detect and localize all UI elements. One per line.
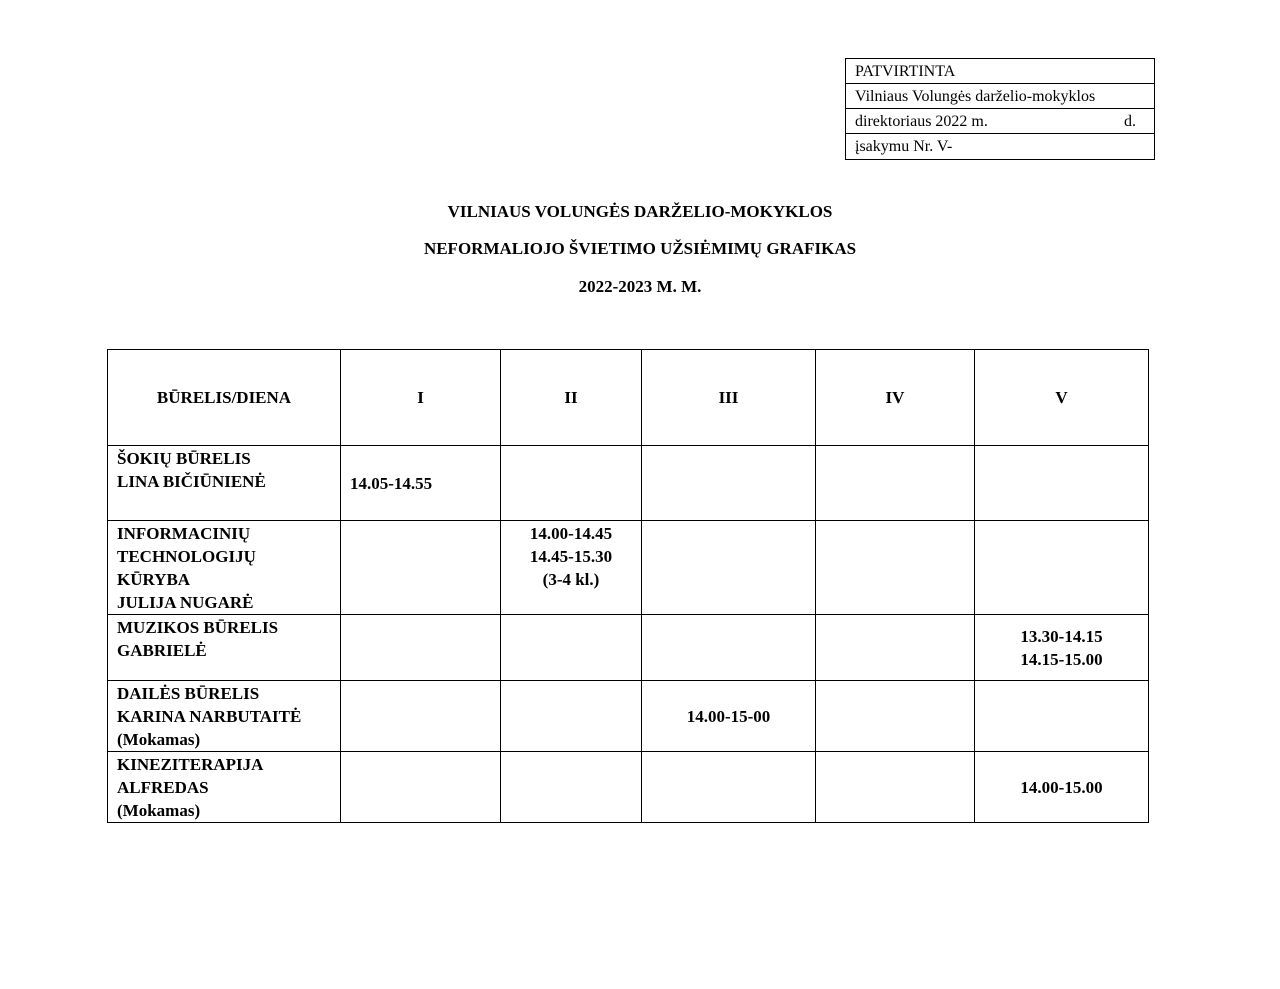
teacher-name-line: KARINA NARBUTAITĖ [117, 707, 302, 726]
activity-name-line: DAILĖS BŪRELIS [117, 684, 260, 703]
header-row [108, 350, 1149, 446]
time-slot: 13.30-14.15 [1020, 626, 1103, 646]
activity-name-cell [108, 521, 341, 615]
schedule-cell-day-5 [975, 681, 1149, 752]
time-slot: 14.00-15.00 [1020, 777, 1103, 797]
schedule-cell-day-5 [975, 521, 1149, 615]
teacher-name-line: JULIJA NUGARĖ [117, 593, 254, 612]
schedule-cell-day-3 [642, 752, 816, 823]
teacher-name-line: LINA BIČIŪNIENĖ [117, 472, 266, 491]
activity-name-line: KINEZITERAPIJA [117, 755, 264, 774]
table-row [108, 446, 1149, 521]
time-slot: 14.45-15.30 [529, 547, 613, 566]
school-year: 2022-2023 M. M. [578, 277, 702, 296]
header-activity-day: BŪRELIS/DIENA [108, 350, 341, 446]
table-row [108, 752, 1149, 823]
schedule-cell-day-1 [341, 521, 501, 615]
schedule-cell-day-2 [501, 752, 642, 823]
time-slot: 14.00-15-00 [686, 706, 771, 726]
teacher-name-line: GABRIELĖ [117, 641, 207, 660]
table-row [108, 615, 1149, 681]
schedule-cell-day-5 [975, 615, 1149, 681]
schedule-cell-day-5 [975, 446, 1149, 521]
approval-text: direktoriaus 2022 m. [855, 113, 988, 130]
approval-text: PATVIRTINTA [855, 63, 956, 80]
table-row [108, 521, 1149, 615]
schedule-cell-day-2 [501, 521, 642, 615]
approval-day-suffix: d. [1124, 113, 1136, 130]
paid-note: (Mokamas) [117, 730, 201, 749]
activity-name-cell [108, 752, 341, 823]
approval-line [846, 109, 1154, 134]
schedule-table [107, 349, 1149, 823]
time-slot: 14.05-14.55 [350, 473, 433, 493]
schedule-cell-day-2 [501, 615, 642, 681]
time-slot: 14.00-14.45 [529, 524, 613, 543]
activity-name-line: MUZIKOS BŪRELIS [117, 618, 279, 637]
schedule-cell-day-4 [816, 615, 975, 681]
schedule-cell-day-4 [816, 446, 975, 521]
table-row [108, 681, 1149, 752]
time-slot: 14.15-15.00 [1020, 649, 1103, 669]
approval-box [845, 58, 1155, 160]
paid-note: (Mokamas) [117, 801, 201, 820]
schedule-cell-day-3 [642, 521, 816, 615]
activity-name-cell [108, 446, 341, 521]
grade-note: (3-4 kl.) [542, 570, 600, 589]
activity-name-line: INFORMACINIŲ [117, 524, 251, 543]
approval-line [846, 134, 1154, 159]
schedule-cell-day-4 [816, 681, 975, 752]
header-day-1: I [341, 350, 501, 446]
header-day-3: III [642, 350, 816, 446]
header-day-2: II [501, 350, 642, 446]
schedule-cell-day-3 [642, 615, 816, 681]
schedule-cell-day-4 [816, 521, 975, 615]
schedule-cell-day-3 [642, 681, 816, 752]
approval-text: Vilniaus Volungės darželio-mokyklos [855, 88, 1096, 105]
schedule-cell-day-1 [341, 752, 501, 823]
schedule-cell-day-5 [975, 752, 1149, 823]
approval-line [846, 84, 1154, 109]
schedule-title: NEFORMALIOJO ŠVIETIMO UŽSIĖMIMŲ GRAFIKAS [423, 239, 857, 258]
approval-text: įsakymu Nr. V- [855, 138, 953, 155]
activity-name-line: TECHNOLOGIJŲ [117, 547, 256, 566]
header-day-4: IV [816, 350, 975, 446]
schedule-cell-day-1 [341, 446, 501, 521]
schedule-cell-day-2 [501, 681, 642, 752]
schedule-cell-day-4 [816, 752, 975, 823]
schedule-cell-day-3 [642, 446, 816, 521]
activity-name-line: KŪRYBA [117, 570, 191, 589]
approval-line [846, 59, 1154, 84]
schedule-cell-day-2 [501, 446, 642, 521]
schedule-cell-day-1 [341, 615, 501, 681]
teacher-name-line: ALFREDAS [117, 778, 209, 797]
activity-name-cell [108, 615, 341, 681]
header-day-5: V [975, 350, 1149, 446]
school-title: VILNIAUS VOLUNGĖS DARŽELIO-MOKYKLOS [447, 202, 833, 221]
schedule-cell-day-1 [341, 681, 501, 752]
activity-name-line: ŠOKIŲ BŪRELIS [117, 449, 251, 468]
activity-name-cell [108, 681, 341, 752]
